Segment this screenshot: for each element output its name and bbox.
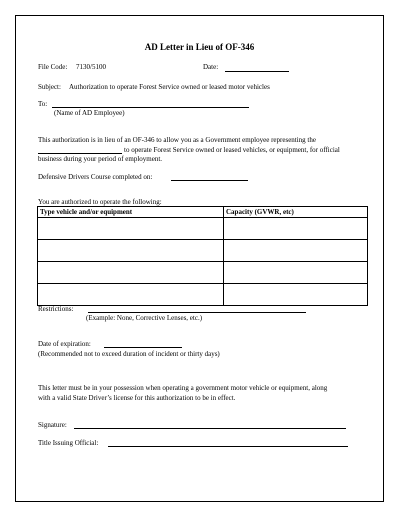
authorization-line-2: to operate Forest Service owned or leased vehicles, or equipment, for official xyxy=(124,145,340,154)
capacity-cell[interactable] xyxy=(224,218,368,240)
vehicle-table xyxy=(37,206,368,306)
capacity-cell[interactable] xyxy=(224,262,368,284)
restrictions-field[interactable] xyxy=(88,312,306,313)
type-cell[interactable] xyxy=(38,262,224,284)
possession-line-2: with a valid State Driver’s license for this authorization to be in effect. xyxy=(38,393,236,402)
table-row xyxy=(38,240,368,262)
expiration-label: Date of expiration: xyxy=(38,340,91,348)
header-type: Type vehicle and/or equipment xyxy=(38,207,224,218)
capacity-cell[interactable] xyxy=(224,240,368,262)
agency-field[interactable] xyxy=(38,153,122,154)
letter-page xyxy=(15,15,384,502)
title-issuing-field[interactable] xyxy=(108,446,348,447)
capacity-cell[interactable] xyxy=(224,284,368,306)
ddc-date-field[interactable] xyxy=(171,180,248,181)
employee-name-field[interactable] xyxy=(52,107,249,108)
file-code-label: File Code: xyxy=(38,63,68,71)
subject-label: Subject: xyxy=(38,83,61,91)
expiration-note: (Recommended not to exceed duration of incident or thirty days) xyxy=(38,350,220,358)
type-cell[interactable] xyxy=(38,240,224,262)
authorization-paragraph xyxy=(38,136,368,165)
letter-title: AD Letter in Lieu of OF-346 xyxy=(144,42,255,52)
table-header-row xyxy=(38,207,368,218)
to-label: To: xyxy=(38,100,48,108)
possession-paragraph xyxy=(38,384,368,403)
table-row xyxy=(38,284,368,306)
table-row xyxy=(38,218,368,240)
title-issuing-label: Title Issuing Official: xyxy=(38,439,99,447)
date-field[interactable] xyxy=(225,71,289,72)
possession-line-1: This letter must be in your possession when operating a government motor vehicle or equipment, along xyxy=(38,384,328,392)
restrictions-label: Restrictions: xyxy=(38,305,74,313)
authorization-line-3: business during your period of employment. xyxy=(38,155,163,163)
authorized-intro: You are authorized to operate the following: xyxy=(38,198,162,206)
expiration-field[interactable] xyxy=(104,347,182,348)
subject-text: Authorization to operate Forest Service owned or leased motor vehicles xyxy=(69,83,270,91)
signature-field[interactable] xyxy=(74,428,346,429)
header-capacity: Capacity (GVWR, etc) xyxy=(224,207,368,218)
type-cell[interactable] xyxy=(38,284,224,306)
restrictions-example: (Example: None, Corrective Lenses, etc.) xyxy=(86,314,203,322)
name-caption: (Name of AD Employee) xyxy=(54,109,125,117)
type-cell[interactable] xyxy=(38,218,224,240)
authorization-line-1: This authorization is in lieu of an OF-346 to allow you as a Government employee representing the xyxy=(38,136,316,144)
ddc-label: Defensive Drivers Course completed on: xyxy=(38,173,153,181)
file-code-value: 7130/5100 xyxy=(76,63,106,71)
signature-label: Signature: xyxy=(38,421,67,429)
table-row xyxy=(38,262,368,284)
date-label: Date: xyxy=(203,63,219,71)
